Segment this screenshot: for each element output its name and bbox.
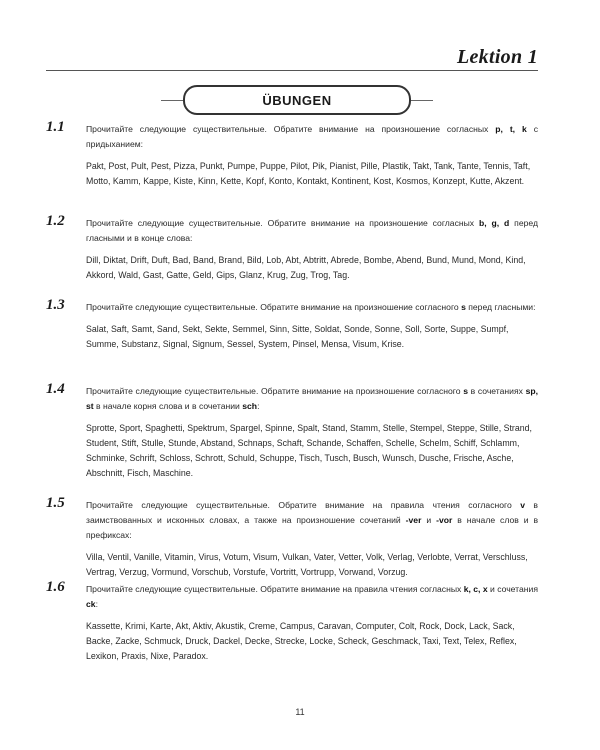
exercise-word-list: Kassette, Krimi, Karte, Akt, Aktiv, Akustik, Creme, Campus, Caravan, Computer, Colt, Rock, Dock, Lack, Sack, Backe, Zacke, Schmuck, Druck, Dackel, Decke, Strecke, Locke, Scheck, Geschmack, Taxi, Text, Telex, Reflex, Lexikon, Praxis, Nixe, Paradox. xyxy=(86,621,517,661)
exercise-number: 1.1 xyxy=(46,119,65,135)
exercise-1-3 xyxy=(46,297,538,352)
exercise-number: 1.6 xyxy=(46,579,65,595)
exercise-instruction: Прочитайте следующие существительные. Обратите внимание на произношение согласного s в сочетаниях sp, st в начале корня слова и в сочетании sch: xyxy=(86,386,538,411)
exercise-instruction: Прочитайте следующие существительные. Обратите внимание на правила чтения согласных k, c, x и сочетания ck: xyxy=(86,584,538,609)
exercise-instruction: Прочитайте следующие существительные. Обратите внимание на произношение согласных p, t, k с придыханием: xyxy=(86,124,538,149)
exercise-number: 1.2 xyxy=(46,213,65,229)
exercise-1-4 xyxy=(46,381,538,481)
exercise-instruction: Прочитайте следующие существительные. Обратите внимание на произношение согласного s перед гласными: xyxy=(86,302,536,312)
header-rule xyxy=(46,70,538,71)
section-banner-label: ÜBUNGEN xyxy=(262,92,332,108)
exercise-number: 1.3 xyxy=(46,297,65,313)
exercise-word-list: Sprotte, Sport, Spaghetti, Spektrum, Spargel, Spinne, Spalt, Stand, Stamm, Stelle, Stempel, Steppe, Stille, Strand, Student, Stift, Stulle, Stunde, Abstand, Schnaps, Schaft, Schande, Schaffen, Schelle, Schelm, Schiff, Schlamm, Schminke, Schrift, Schloss, Schrott, Schuld, Schuppe, Tisch, Tusch, Busch, Wunsch, Dusche, Frische, Asche, Abschnitt, Fisch, Maschine. xyxy=(86,423,532,478)
exercise-1-6 xyxy=(46,579,538,664)
section-banner xyxy=(183,85,411,115)
page-number: 11 xyxy=(295,707,305,717)
exercise-instruction: Прочитайте следующие существительные. Обратите внимание на произношение согласных b, g, d перед гласными и в конце слова: xyxy=(86,218,538,243)
exercise-word-list: Pakt, Post, Pult, Pest, Pizza, Punkt, Pumpe, Puppe, Pilot, Pik, Pianist, Pille, Plastik, Takt, Tank, Tante, Tennis, Taft, Motto, Kamm, Kappe, Kiste, Kinn, Kette, Kopf, Konto, Kontakt, Kontinent, Kost, Kosmos, Konzept, Kutte, Akzent. xyxy=(86,161,531,186)
exercise-word-list: Villa, Ventil, Vanille, Vitamin, Virus, Votum, Visum, Vulkan, Vater, Vetter, Volk, Verlag, Verlobte, Verrat, Verschluss, Vertrag, Verzug, Vormund, Vorschub, Vorstufe, Vortritt, Vortrupp, Vorwand, Vorzug. xyxy=(86,552,528,577)
exercise-instruction: Прочитайте следующие существительные. Обратите внимание на правила чтения согласного v в заимствованных и исконных словах, а также на произношение сочетаний -ver и -vor в начале слов и в префиксах: xyxy=(86,500,539,540)
exercise-number: 1.5 xyxy=(46,495,65,511)
exercise-1-2 xyxy=(46,213,538,283)
exercise-1-1 xyxy=(46,119,538,189)
exercise-number: 1.4 xyxy=(46,381,65,397)
exercise-word-list: Dill, Diktat, Drift, Duft, Bad, Band, Brand, Bild, Lob, Abt, Abtritt, Abrede, Bombe, Abend, Bund, Mund, Mond, Kind, Akkord, Wald, Gast, Gatte, Geld, Gips, Glanz, Krug, Zug, Trog, Tag. xyxy=(86,255,526,280)
lesson-title: Lektion 1 xyxy=(456,46,538,68)
exercise-word-list: Salat, Saft, Samt, Sand, Sekt, Sekte, Semmel, Sinn, Sitte, Soldat, Sonde, Sonne, Soll, Sorte, Suppe, Sumpf, Summe, Substanz, Signal, Signum, Sessel, System, Pinsel, Mensa, Visum, Krise. xyxy=(86,324,509,349)
exercise-1-5 xyxy=(46,495,539,580)
